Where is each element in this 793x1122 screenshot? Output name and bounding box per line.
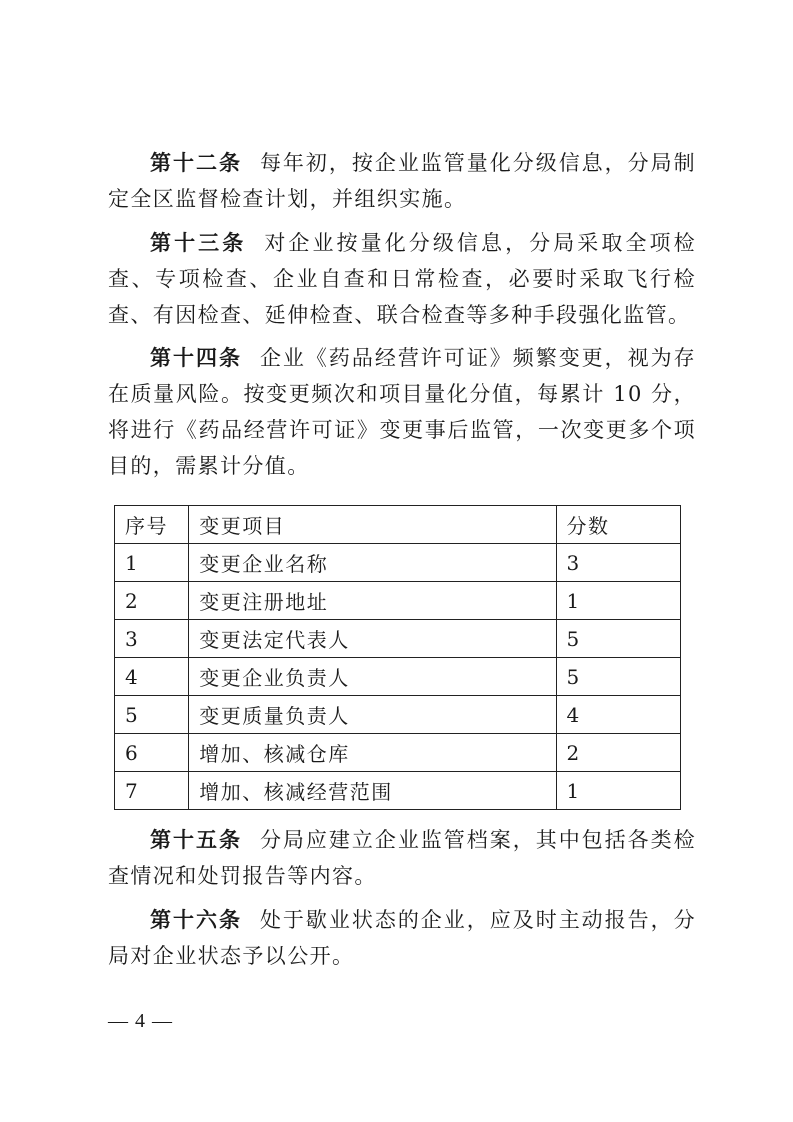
row-index: 2 [115,582,189,620]
row-score: 5 [556,620,680,658]
article-heading: 第十五条 [150,827,242,852]
row-score: 1 [556,582,680,620]
header-index: 序号 [115,506,189,544]
row-change-item: 变更企业负责人 [189,658,556,696]
table-row [115,772,681,810]
article-heading: 第十二条 [150,150,242,175]
row-index: 3 [115,620,189,658]
article-heading: 第十三条 [150,230,247,255]
article-text: 企业《药品经营许可证》频繁变更，视为存在质量风险。按变更频次和项目量化分值，每累计 10 分，将进行《药品经营许可证》变更事后监管，一次变更多个项目的，需累计分值。 [108,346,696,478]
table-row [115,696,681,734]
row-change-item: 变更企业名称 [189,544,556,582]
header-score: 分数 [556,506,680,544]
article-14 [108,340,696,484]
row-change-item: 变更法定代表人 [189,620,556,658]
table-row [115,658,681,696]
table-header-row [115,506,681,544]
table-row [115,620,681,658]
article-15 [108,822,696,894]
row-score: 4 [556,696,680,734]
article-heading: 第十四条 [150,345,242,370]
article-16 [108,902,696,974]
row-score: 3 [556,544,680,582]
table-row [115,544,681,582]
header-change-item: 变更项目 [189,506,556,544]
article-12 [108,145,696,217]
row-index: 4 [115,658,189,696]
article-text: 分局应建立企业监管档案，其中包括各类检查情况和处罚报告等内容。 [108,828,696,888]
table-row [115,582,681,620]
row-change-item: 变更质量负责人 [189,696,556,734]
table-row [115,734,681,772]
article-13 [108,225,696,333]
article-text: 对企业按量化分级信息，分局采取全项检查、专项检查、企业自查和日常检查，必要时采取飞行检查、有因检查、延伸检查、联合检查等多种手段强化监管。 [108,231,696,327]
article-text: 处于歇业状态的企业，应及时主动报告，分局对企业状态予以公开。 [108,908,696,968]
row-change-item: 增加、核减仓库 [189,734,556,772]
row-score: 1 [556,772,680,810]
row-change-item: 变更注册地址 [189,582,556,620]
row-change-item: 增加、核减经营范围 [189,772,556,810]
change-score-table [114,505,681,810]
row-score: 5 [556,658,680,696]
row-score: 2 [556,734,680,772]
row-index: 7 [115,772,189,810]
article-heading: 第十六条 [150,907,242,932]
article-text: 每年初，按企业监管量化分级信息，分局制定全区监督检查计划，并组织实施。 [108,151,696,211]
row-index: 5 [115,696,189,734]
page-number: — 4 — [108,1010,173,1032]
row-index: 1 [115,544,189,582]
row-index: 6 [115,734,189,772]
